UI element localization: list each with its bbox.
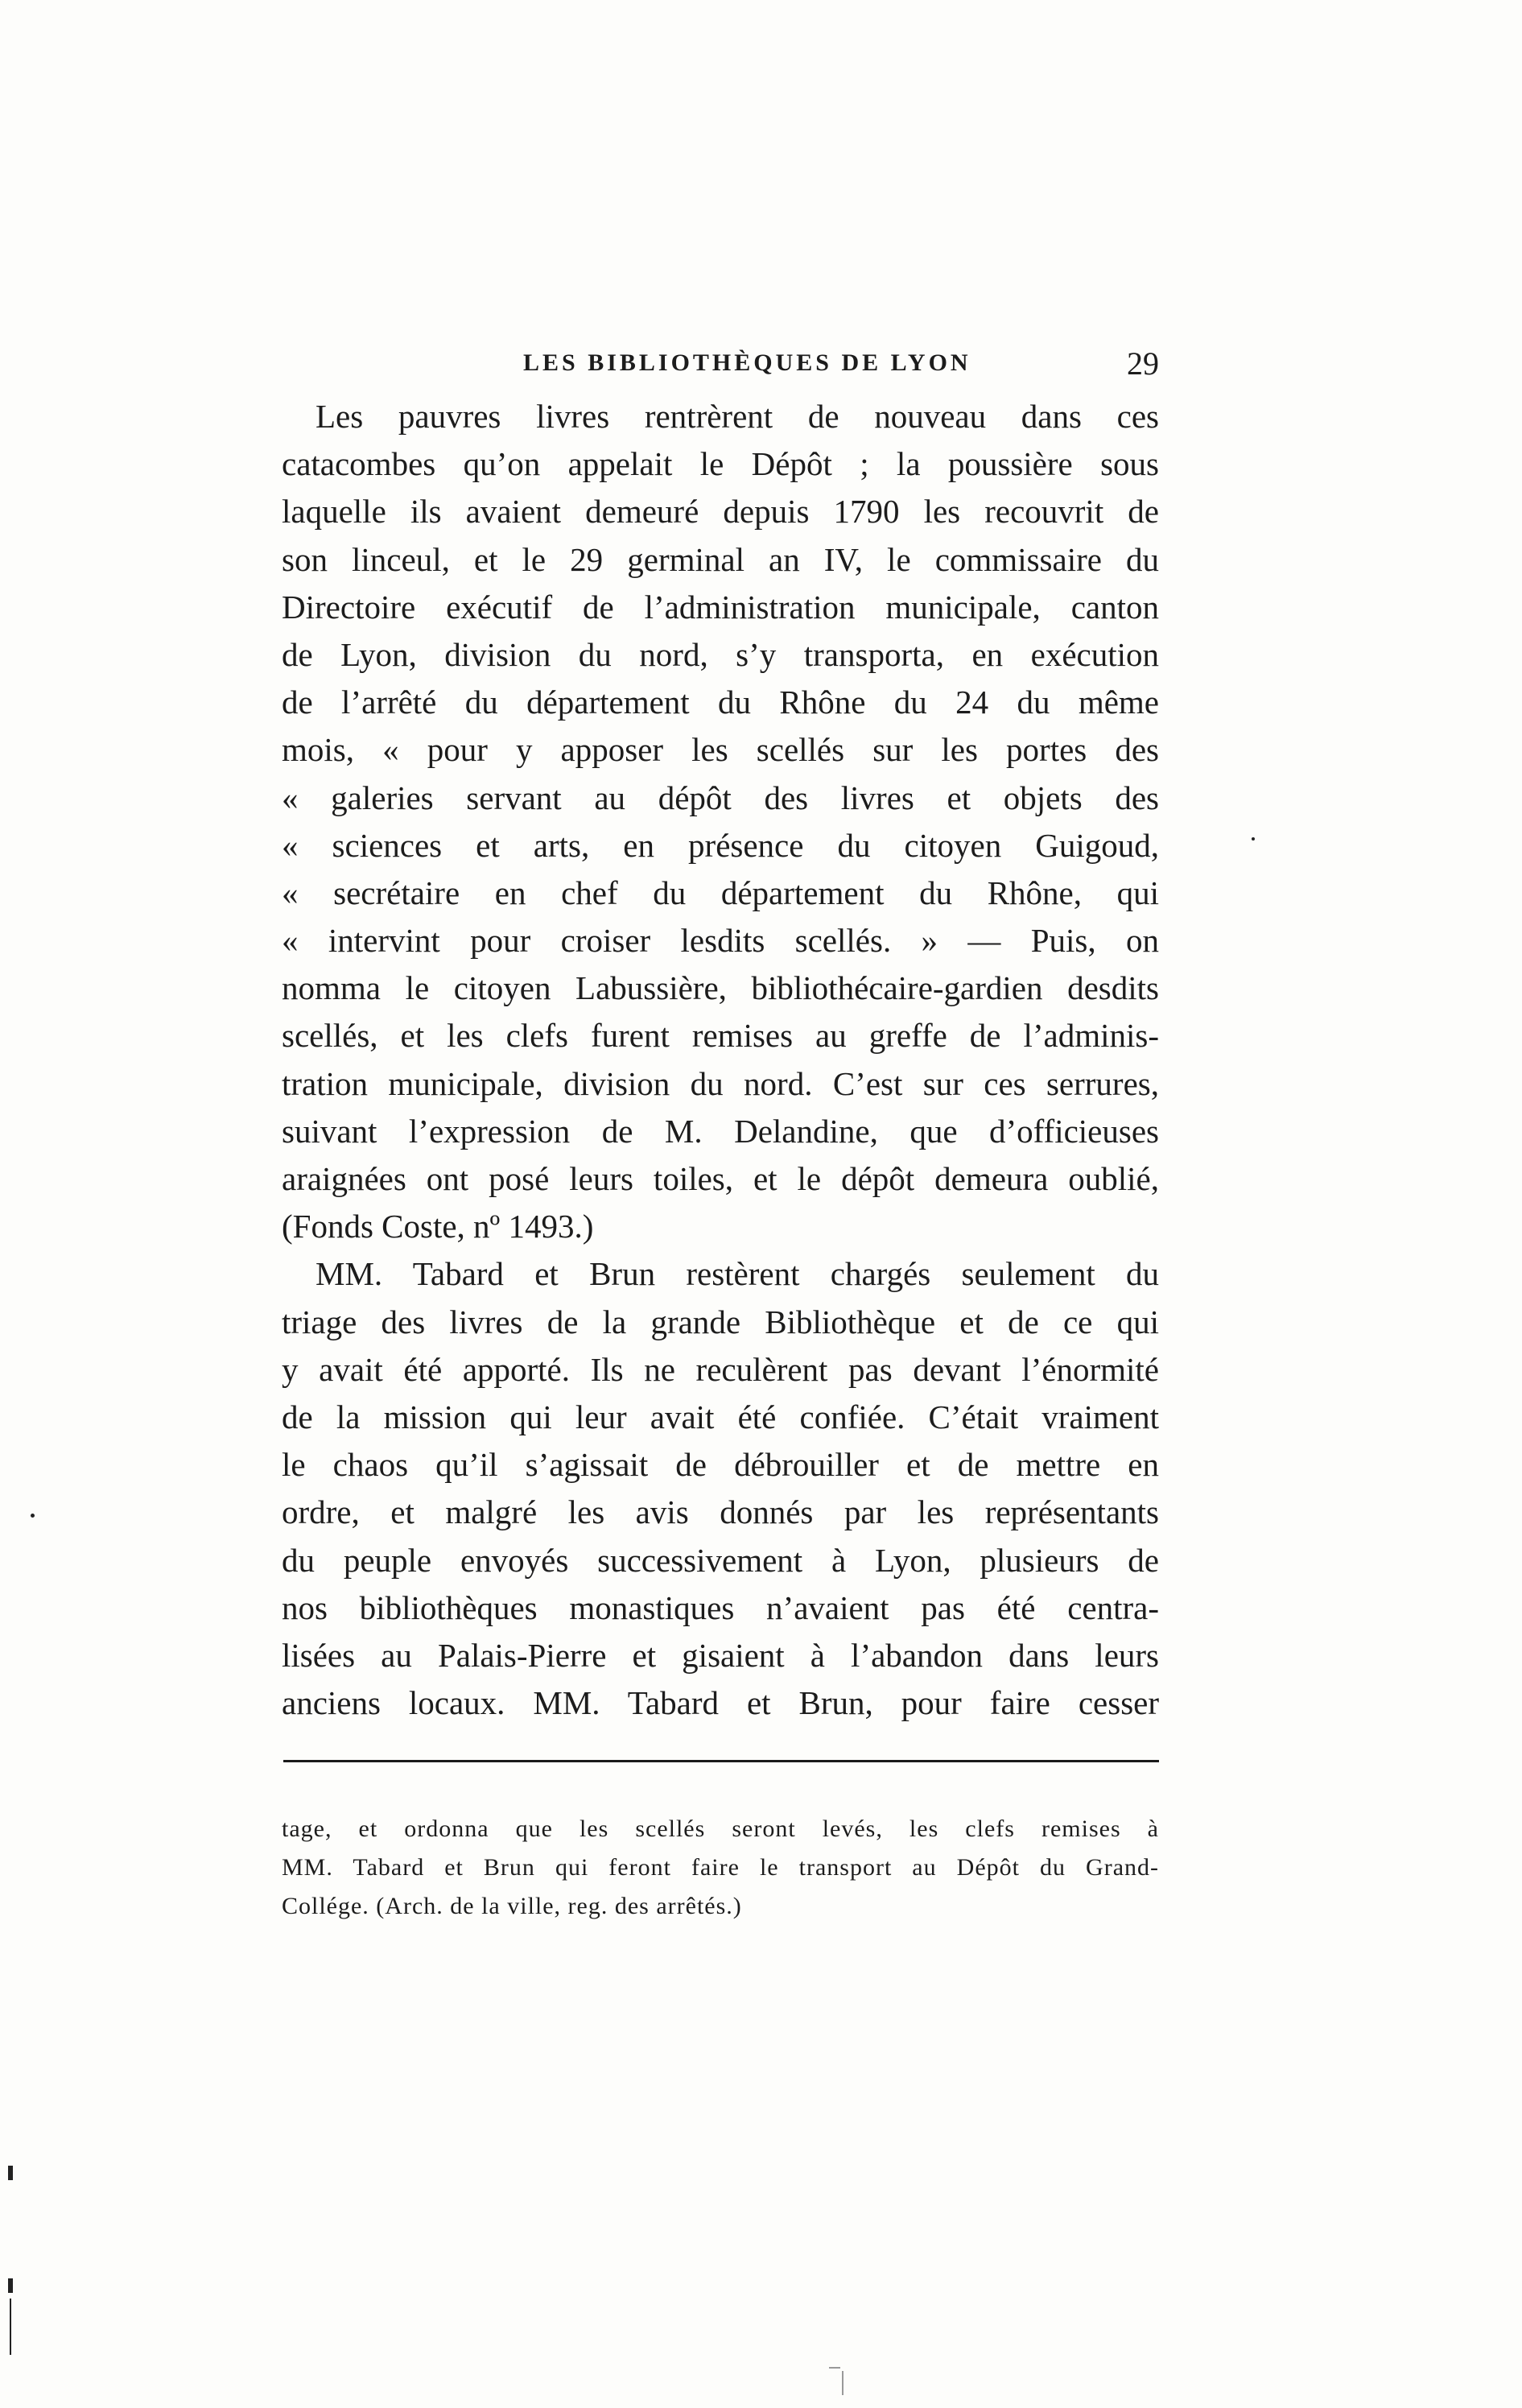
- text-line: catacombes qu’on appelait le Dépôt ; la poussière sous: [282, 445, 1159, 483]
- scan-speck: [829, 2367, 840, 2369]
- text-line: Les pauvres livres rentrèrent de nouveau dans ces: [316, 398, 1159, 435]
- footnote-line: MM. Tabard et Brun qui feront faire le transport au Dépôt du Grand-: [282, 1854, 1159, 1881]
- text-line: tration municipale, division du nord. C’est sur ces serrures,: [282, 1064, 1159, 1102]
- text-line: « galeries servant au dépôt des livres et objets des: [282, 779, 1159, 816]
- text-line: triage des livres de la grande Bibliothèque et de ce qui: [282, 1303, 1159, 1340]
- text-line: scellés, et les clefs furent remises au greffe de l’adminis-: [282, 1017, 1159, 1055]
- text-line: « sciences et arts, en présence du citoyen Guigoud,: [282, 826, 1159, 864]
- text-line: mois, « pour y apposer les scellés sur les portes des: [282, 731, 1159, 769]
- text-line: du peuple envoyés successivement à Lyon, plusieurs de: [282, 1541, 1159, 1579]
- text-line: y avait été apporté. Ils ne reculèrent pas devant l’énormité: [282, 1350, 1159, 1388]
- running-title: LES BIBLIOTHÈQUES DE LYON: [523, 349, 971, 376]
- text-line: de l’arrêté du département du Rhône du 24 du même: [282, 684, 1159, 721]
- text-line: le chaos qu’il s’agissait de débrouiller et de mettre en: [282, 1446, 1159, 1484]
- text-line: nomma le citoyen Labussière, bibliothécaire-gardien desdits: [282, 969, 1159, 1007]
- text-line: suivant l’expression de M. Delandine, que d’officieuses: [282, 1112, 1159, 1150]
- scan-speck: [31, 1514, 35, 1518]
- text-line: MM. Tabard et Brun restèrent chargés seulement du: [316, 1255, 1159, 1293]
- text-line: anciens locaux. MM. Tabard et Brun, pour faire cesser: [282, 1684, 1159, 1722]
- page-number: 29: [1127, 345, 1159, 382]
- footnote-rule: [283, 1760, 1159, 1762]
- scan-speck: [8, 2278, 13, 2293]
- text-line: « secrétaire en chef du département du Rhône, qui: [282, 874, 1159, 911]
- text-line: « intervint pour croiser lesdits scellés. » — Puis, on: [282, 922, 1159, 960]
- body-text: [282, 393, 1159, 1727]
- text-line: ordre, et malgré les avis donnés par les représentants: [282, 1493, 1159, 1531]
- text-line: de Lyon, division du nord, s’y transporta, en exécution: [282, 635, 1159, 673]
- footnote-line: Collége. (Arch. de la ville, reg. des arrêtés.): [282, 1893, 742, 1919]
- text-line: de la mission qui leur avait été confiée. C’était vraiment: [282, 1398, 1159, 1435]
- scan-speck: [8, 2166, 13, 2180]
- text-line: son linceul, et le 29 germinal an IV, le commissaire du: [282, 540, 1159, 578]
- scan-speck: [10, 2299, 11, 2355]
- text-line: laquelle ils avaient demeuré depuis 1790 les recouvrit de: [282, 493, 1159, 531]
- text-line: Directoire exécutif de l’administration municipale, canton: [282, 588, 1159, 626]
- text-line: nos bibliothèques monastiques n’avaient pas été centra-: [282, 1588, 1159, 1626]
- running-head: [282, 345, 1159, 382]
- footnote: [282, 1810, 1159, 1926]
- scan-speck: [842, 2371, 843, 2395]
- text-line: (Fonds Coste, nº 1493.): [282, 1208, 594, 1245]
- text-line: araignées ont posé leurs toiles, et le dépôt demeura oublié,: [282, 1160, 1159, 1197]
- footnote-line: tage, et ordonna que les scellés seront levés, les clefs remises à: [282, 1815, 1159, 1842]
- scan-speck: [1252, 837, 1255, 841]
- text-line: lisées au Palais-Pierre et gisaient à l’abandon dans leurs: [282, 1636, 1159, 1674]
